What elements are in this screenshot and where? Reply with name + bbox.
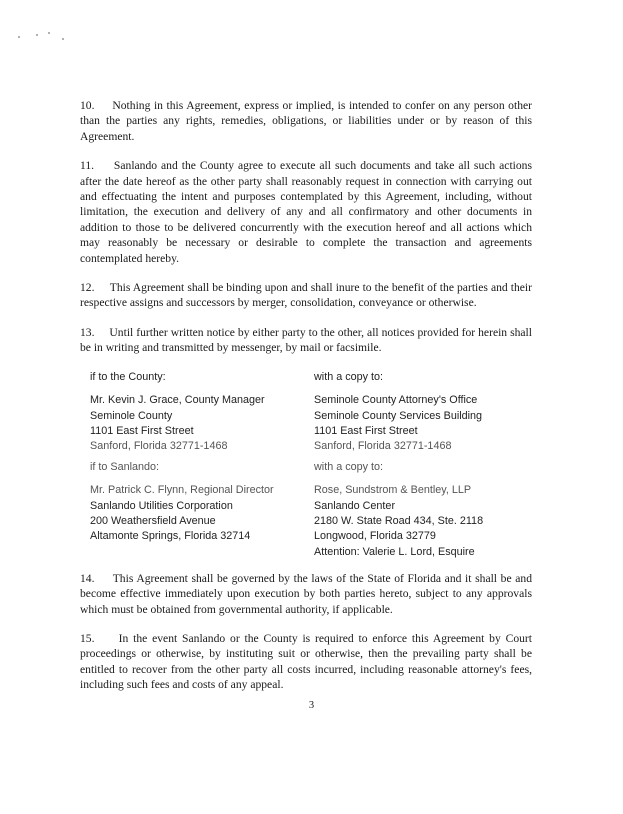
spacer (314, 475, 483, 483)
address-sanlando-copy (314, 460, 483, 560)
speck (18, 36, 20, 38)
address-line: Altamonte Springs, Florida 32714 (90, 530, 251, 543)
paragraph-text: Sanlando and the County agree to execute all such documents and take all such actions after the date hereof as the other party shall reasonably request in connection with carrying out and effectuating the intent and purposes contemplated by this Agreement, including, without limitation, the execution and delivery of any and all confirmatory and other documents in addition to those to be delivered concurrently with the execution hereof and all actions which may reasonably be necessary or desirable to complete the transaction and agreements contemplated hereby. (80, 159, 532, 265)
address-line: 2180 W. State Road 434, Ste. 2118 (314, 514, 484, 527)
paragraph-text: Until further written notice by either party to the other, all notices provided for herein shall be in writing and transmitted by messenger, by mail or facsimile. (80, 325, 532, 355)
address-line: 1101 East First Street (314, 424, 418, 437)
paragraph-text: This Agreement shall be binding upon and shall inure to the benefit of the parties and their respective assigns and successors by merger, consolidation, conveyance or otherwise. (80, 281, 532, 310)
address-line: Rose, Sundstrom & Bentley, LLP (314, 484, 472, 497)
address-line: 1101 East First Street (90, 424, 194, 437)
spacer (90, 475, 274, 483)
address-heading: with a copy to: (314, 460, 384, 473)
spacer (314, 385, 482, 393)
paragraph-number: 12. (80, 281, 95, 295)
paragraph-13 (80, 325, 532, 356)
address-line: Mr. Patrick C. Flynn, Regional Director (90, 484, 274, 497)
paragraph-15 (80, 631, 532, 693)
address-line: Sanford, Florida 32771-1468 (314, 440, 452, 453)
paragraph-11 (80, 158, 532, 266)
paragraph-text: Nothing in this Agreement, express or implied, is intended to confer on any person other than the parties any rights, remedies, obligations, or liabilities under or by reason of this Agreement. (80, 99, 533, 143)
page-number: 3 (308, 700, 315, 711)
address-line: Sanford, Florida 32771-1468 (90, 440, 228, 453)
address-line: Seminole County Attorney's Office (314, 394, 478, 407)
address-heading: if to the County: (90, 370, 166, 383)
paragraph-number: 11. (80, 159, 95, 173)
address-line: Sanlando Center (314, 499, 396, 512)
address-sanlando (90, 460, 274, 545)
paragraph-text: In the event Sanlando or the County is required to enforce this Agreement by Court proceedings or otherwise, by instituting suit or otherwise, then the prevailing party shall be entitled to recover from the other party all costs incurred, including reasonable attorney's fees, including such fees and costs of any appeal. (80, 631, 532, 692)
address-line: 200 Weathersfield Avenue (90, 514, 216, 527)
speck (36, 34, 38, 36)
paragraph-number: 15. (80, 631, 95, 645)
notice-addresses (80, 370, 532, 565)
address-heading: with a copy to: (314, 370, 384, 383)
paragraph-10 (80, 98, 532, 144)
paragraph-12 (80, 280, 532, 311)
speck (48, 32, 50, 34)
address-line: Longwood, Florida 32779 (314, 530, 436, 543)
scan-specks (18, 32, 78, 42)
document-body (80, 98, 532, 707)
address-line: Seminole County Services Building (314, 409, 483, 422)
address-line: Sanlando Utilities Corporation (90, 499, 233, 512)
speck (62, 38, 64, 40)
paragraph-number: 14. (80, 571, 95, 585)
address-line: Seminole County (90, 409, 173, 422)
address-heading: if to Sanlando: (90, 460, 160, 473)
address-county-copy (314, 370, 482, 455)
paragraph-text: This Agreement shall be governed by the laws of the State of Florida and it shall be and become effective immediately upon execution by both parties hereto, subject to any approvals which must be obtained from governmental authority, if applicable. (80, 571, 532, 616)
address-county (90, 370, 265, 455)
paragraph-14 (80, 571, 532, 617)
address-line: Attention: Valerie L. Lord, Esquire (314, 545, 475, 558)
paragraph-number: 13. (80, 325, 95, 339)
address-line: Mr. Kevin J. Grace, County Manager (90, 394, 265, 407)
paragraph-number: 10. (80, 99, 95, 112)
spacer (90, 385, 265, 393)
